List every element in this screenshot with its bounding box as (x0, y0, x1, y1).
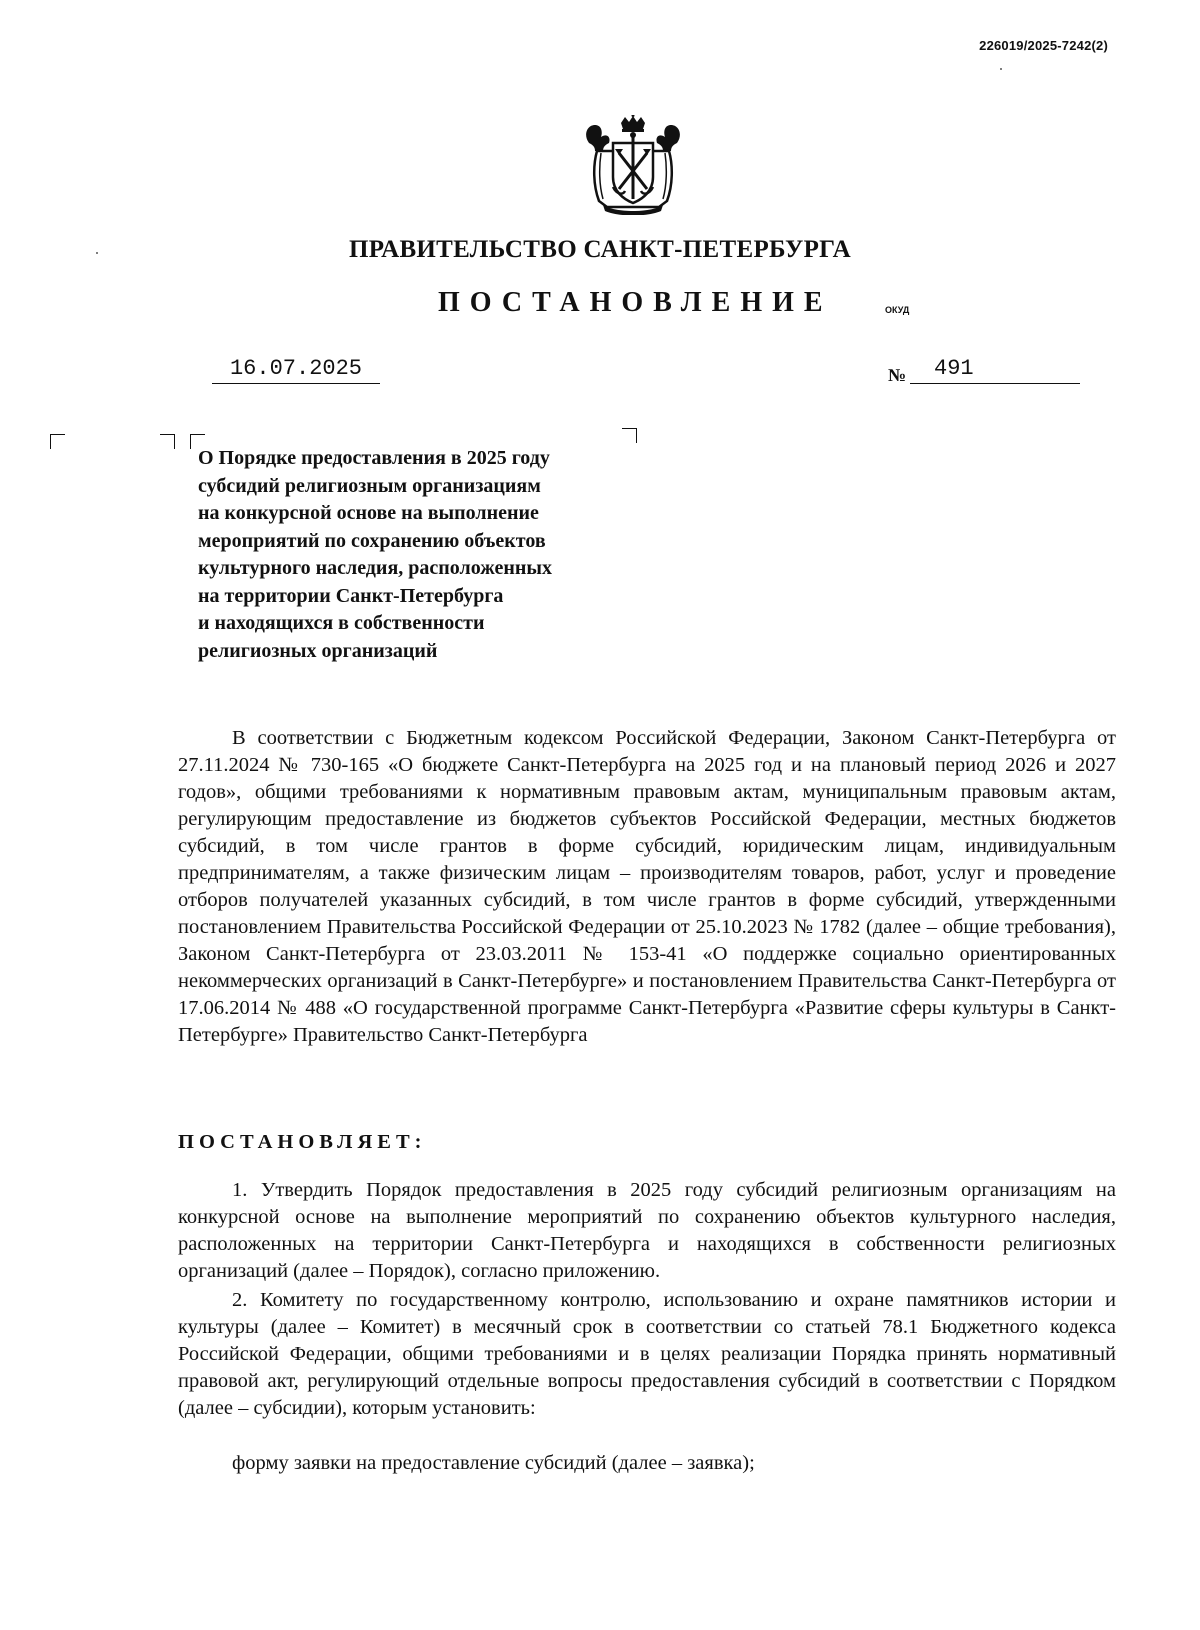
paragraph-2: 2. Комитету по государственному контролю, использованию и охране памятников истории и культуры (далее – Комитет) в месячный срок в соответствии со статьей 78.1 Бюджетного кодекса Российской Федерации, общими требованиями и в целях реализации Порядка принять нормативный правовой акт, регулирующий отдельные вопросы предоставления субсидий в соответствии с Порядком (далее – субсидии), которым установить: (178, 1289, 1116, 1419)
corner-mark-subject-end (622, 428, 637, 443)
subject-line: мероприятий по сохранению объектов (198, 529, 546, 552)
subject-line: и находящихся в собственности (198, 612, 485, 634)
subject-line: культурного наследия, расположенных (198, 557, 553, 579)
registration-number: 226019/2025-7242(2) (979, 38, 1108, 53)
scan-dot (96, 252, 98, 254)
preamble-paragraph: В соответствии с Бюджетным кодексом Российской Федерации, Законом Санкт-Петербурга от 27.11.2024 № 730-165 «О бюджете Санкт-Петербурга на 2025 год и на плановый период 2026 и 2027 годов», общими требованиями к нормативным правовым актам, муниципальным правовым актам, регулирующим предоставление из бюджетов субъектов Российской Федерации, местных бюджетов субсидий, в том числе грантов в форме субсидий, юридическим лицам, индивидуальным предпринимателям, а также физическим лицам – производителям товаров, работ, услуг и проведение отборов получателей указанных субсидий, в том числе грантов в форме субсидий, утвержденными постановлением Правительства Российской Федерации от 25.10.2023 № 1782 (далее – общие требования), Законом Санкт-Петербурга от 23.03.2011 № 153-41 «О поддержке социально ориентированных некоммерческих организаций в Санкт-Петербурге» и постановлением Правительства Санкт-Петербурга от 17.06.2014 № 488 «О государственной программе Санкт-Петербурга «Развитие сферы культуры в Санкт-Петербурге» Правительство Санкт-Петербурга (178, 727, 1116, 1046)
subject-line: на территории Санкт-Петербурга (198, 584, 504, 607)
subject-line: религиозных организаций (198, 639, 438, 662)
document-number: 491 (910, 356, 1080, 384)
subject-line: субсидий религиозным организациям (198, 474, 541, 497)
paragraph-3: форму заявки на предоставление субсидий (далее – заявка); (232, 1452, 755, 1474)
coat-of-arms-icon (581, 115, 685, 215)
okud-label: ОКУД (885, 305, 910, 315)
subject-line: на конкурсной основе на выполнение (198, 502, 539, 524)
decree-heading: ПОСТАНОВЛЯЕТ: (178, 1131, 427, 1153)
scan-dot (1000, 68, 1002, 70)
corner-mark-left (50, 434, 65, 449)
paragraph-1: 1. Утвердить Порядок предоставления в 2025 году субсидий религиозным организациям на конкурсной основе на выполнение мероприятий по сохранению объектов культурного наследия, расположенных на территории Санкт-Петербурга и находящихся в собственности религиозных организаций (далее – Порядок), согласно приложению. (178, 1179, 1116, 1282)
government-title: ПРАВИТЕЛЬСТВО САНКТ-ПЕТЕРБУРГА (348, 236, 852, 263)
document-subject (198, 445, 638, 665)
number-sign: № (888, 365, 907, 385)
subject-line: О Порядке предоставления в 2025 году (198, 447, 550, 469)
document-type: ПОСТАНОВЛЕНИЕ (438, 287, 833, 318)
document-date: 16.07.2025 (212, 356, 380, 384)
corner-mark (160, 434, 175, 449)
